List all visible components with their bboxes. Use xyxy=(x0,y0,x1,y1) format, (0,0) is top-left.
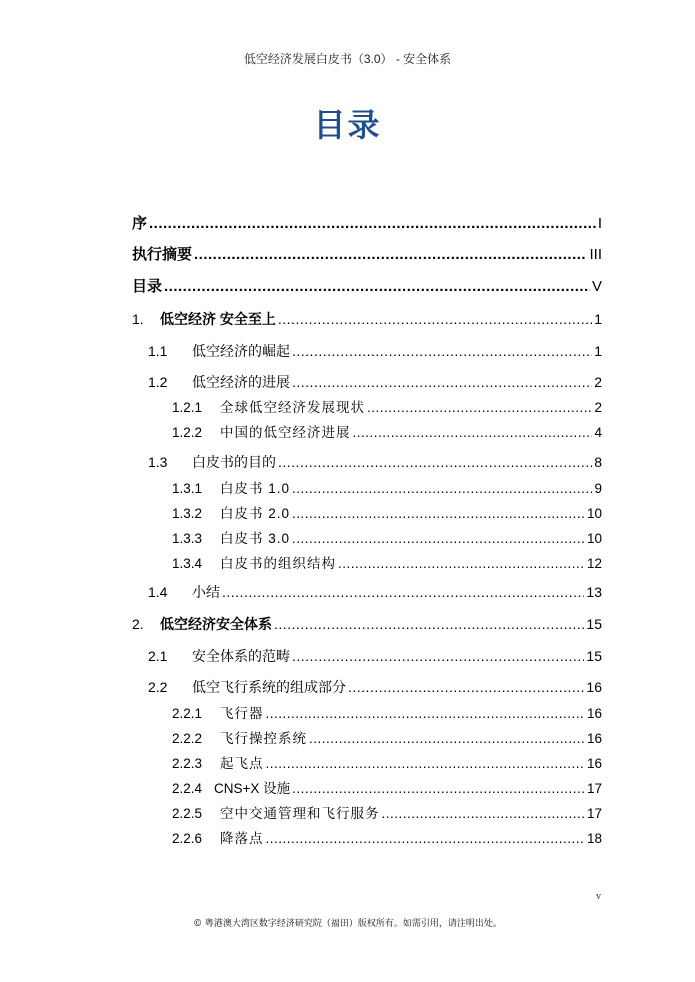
toc-leader-dots xyxy=(292,479,592,499)
toc-leader-dots xyxy=(278,452,592,472)
toc-entry-section-1-3-3[interactable] xyxy=(172,529,602,549)
toc-entry-page: 1 xyxy=(594,311,602,327)
toc-entry-chapter-2[interactable] xyxy=(132,614,602,634)
toc-entry-page: V xyxy=(591,278,602,295)
toc-leader-dots xyxy=(149,214,596,234)
toc-entry-title: 白皮书 2.0 xyxy=(220,506,291,521)
toc-leader-dots xyxy=(164,277,590,297)
toc-entry-section-1-2-1[interactable] xyxy=(172,398,602,418)
toc-entry-number: 2.2.5 xyxy=(172,806,203,821)
toc-entry-number: 2.2.1 xyxy=(172,706,203,721)
toc-leader-dots xyxy=(266,704,585,724)
toc-leader-dots xyxy=(353,423,593,443)
toc-entry-section-2-2-6[interactable] xyxy=(172,829,602,849)
toc-entry-title: 飞行器 xyxy=(220,706,264,721)
toc-entry-section-1-3[interactable] xyxy=(148,452,602,472)
toc-entry-page: 15 xyxy=(586,616,602,632)
toc-entry-title: 序 xyxy=(132,215,148,232)
toc-entry-page: 16 xyxy=(586,731,602,746)
toc-entry-page: 2 xyxy=(594,374,602,390)
toc-entry-title: 白皮书的组织结构 xyxy=(220,556,336,571)
toc-entry-page: 10 xyxy=(586,531,602,546)
toc-entry-page: 16 xyxy=(586,679,602,695)
toc-leader-dots xyxy=(292,341,592,361)
toc-leader-dots xyxy=(222,582,584,602)
toc-entry-section-2-1[interactable] xyxy=(148,646,602,666)
toc-entry-section-2-2-2[interactable] xyxy=(172,729,602,749)
toc-entry-number: 2.1 xyxy=(148,648,168,664)
toc-entry-section-2-2-5[interactable] xyxy=(172,804,602,824)
toc-entry-title: 低空经济安全体系 xyxy=(160,616,272,632)
toc-entry-number: 1.2.1 xyxy=(172,400,203,415)
toc-entry-title: 降落点 xyxy=(220,831,264,846)
toc-leader-dots xyxy=(382,804,585,824)
toc-leader-dots xyxy=(367,398,592,418)
toc-entry-section-2-2-3[interactable] xyxy=(172,754,602,774)
toc-leader-dots xyxy=(348,677,584,697)
toc-leader-dots xyxy=(292,646,584,666)
toc-entry-number: 2. xyxy=(132,616,144,632)
toc-entry-title: 低空经济 安全至上 xyxy=(160,311,276,327)
toc-entry-page: 15 xyxy=(586,648,602,664)
toc-leader-dots xyxy=(292,779,585,799)
toc-entry-page: 8 xyxy=(594,454,602,470)
toc-entry-page: 17 xyxy=(586,806,602,821)
toc-entry-page: 4 xyxy=(594,425,602,440)
toc-entry-title: 白皮书 3.0 xyxy=(220,531,291,546)
toc-entry-number: 1.2 xyxy=(148,374,168,390)
toc-entry-page: 2 xyxy=(594,400,602,415)
toc-entry-title: 白皮书 1.0 xyxy=(220,481,291,496)
toc-entry-number: 2.2.2 xyxy=(172,731,203,746)
toc-entry-title: 低空经济的崛起 xyxy=(192,343,290,359)
toc-entry-page: 10 xyxy=(586,506,602,521)
toc-entry-page: 13 xyxy=(586,584,602,600)
toc-entry-number: 2.2.4 xyxy=(172,781,203,796)
toc-leader-dots xyxy=(292,504,585,524)
toc-entry-page: 16 xyxy=(586,756,602,771)
toc-entry-title: 小结 xyxy=(192,584,220,600)
toc-entry-title: 白皮书的目的 xyxy=(192,454,276,470)
copyright-footer: © 粤港澳大湾区数字经济研究院（福田）版权所有。如需引用，请注明出处。 xyxy=(193,919,502,929)
toc-entry-page: 18 xyxy=(586,831,602,846)
toc-entry-title: 飞行操控系统 xyxy=(220,731,307,746)
toc-entry-page: 1 xyxy=(594,343,602,359)
toc-entry-page: 12 xyxy=(586,556,602,571)
toc-entry-number: 2.2 xyxy=(148,679,168,695)
toc-entry-section-1-3-1[interactable] xyxy=(172,479,602,499)
toc-entry-chapter-1[interactable] xyxy=(132,309,602,329)
toc-entry-title: 执行摘要 xyxy=(132,246,193,263)
toc-entry-page: 16 xyxy=(586,706,602,721)
toc-entry-page: 17 xyxy=(586,781,602,796)
toc-leader-dots xyxy=(266,829,585,849)
toc-leader-dots xyxy=(292,529,585,549)
running-header: 低空经济发展白皮书（3.0） - 安全体系 xyxy=(243,52,452,66)
toc-entry-number: 2.2.6 xyxy=(172,831,203,846)
toc-leader-dots xyxy=(194,245,587,265)
toc-entry-title: 空中交通管理和飞行服务 xyxy=(220,806,380,821)
toc-entry-section-2-2-1[interactable] xyxy=(172,704,602,724)
toc-entry-title: CNS+X 设施 xyxy=(214,781,291,796)
toc-entry-page: 9 xyxy=(594,481,602,496)
toc-entry-title: 全球低空经济发展现状 xyxy=(220,400,365,415)
toc-leader-dots xyxy=(266,754,585,774)
toc-entry-executive-summary[interactable] xyxy=(132,245,602,265)
toc-entry-section-2-2-4[interactable] xyxy=(172,779,602,799)
toc-leader-dots xyxy=(338,554,585,574)
toc-entry-section-1-2[interactable] xyxy=(148,372,602,392)
toc-leader-dots xyxy=(309,729,585,749)
toc-entry-number: 1.3 xyxy=(148,454,168,470)
toc-leader-dots xyxy=(274,614,584,634)
toc-entry-title: 低空飞行系统的组成部分 xyxy=(192,679,346,695)
toc-entry-title: 低空经济的进展 xyxy=(192,374,290,390)
toc-entry-number: 1.3.1 xyxy=(172,481,203,496)
toc-entry-number: 1.3.3 xyxy=(172,531,203,546)
toc-entry-title: 中国的低空经济进展 xyxy=(220,425,351,440)
toc-entry-number: 1. xyxy=(132,311,144,327)
toc-entry-section-1-2-2[interactable] xyxy=(172,423,602,443)
toc-entry-number: 1.3.4 xyxy=(172,556,203,571)
toc-entry-section-1-1[interactable] xyxy=(148,341,602,361)
toc-entry-title: 起飞点 xyxy=(220,756,264,771)
toc-entry-section-1-4[interactable] xyxy=(148,582,602,602)
toc-entry-contents[interactable] xyxy=(132,277,602,297)
toc-leader-dots xyxy=(292,372,592,392)
toc-entry-number: 2.2.3 xyxy=(172,756,203,771)
toc-entry-title: 目录 xyxy=(132,278,163,295)
toc-entry-section-1-3-2[interactable] xyxy=(172,504,602,524)
page-title: 目录 xyxy=(313,107,382,143)
toc-entry-section-1-3-4[interactable] xyxy=(172,554,602,574)
toc-entry-number: 1.4 xyxy=(148,584,168,600)
toc-leader-dots xyxy=(278,309,592,329)
toc-entry-number: 1.1 xyxy=(148,343,168,359)
toc-entry-section-2-2[interactable] xyxy=(148,677,602,697)
toc-entry-number: 1.3.2 xyxy=(172,506,203,521)
toc-entry-page: I xyxy=(597,215,602,232)
toc-entry-number: 1.2.2 xyxy=(172,425,203,440)
toc-entry-title: 安全体系的范畴 xyxy=(192,648,290,664)
page-number: v xyxy=(596,891,601,902)
toc-entry-preface[interactable] xyxy=(132,214,602,234)
toc-entry-page: III xyxy=(589,246,602,263)
